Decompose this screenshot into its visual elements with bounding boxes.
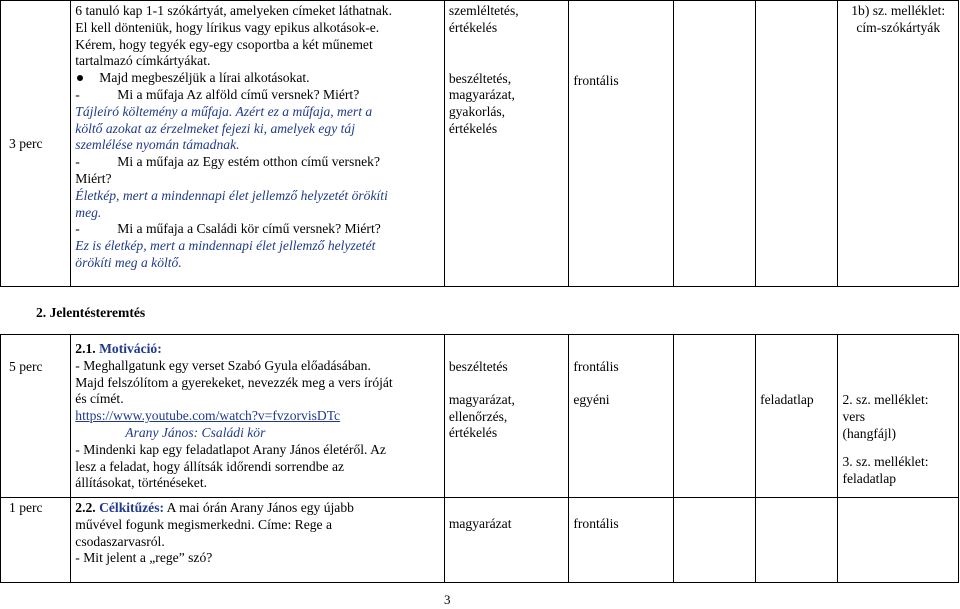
answer-line: szemlélése nyomán támadnak. — [75, 137, 240, 153]
lesson-plan-table-bottom — [0, 334, 959, 583]
group-cell — [673, 335, 755, 498]
heading-line: 2.1. Motiváció: — [75, 341, 162, 356]
content-cell — [71, 498, 445, 583]
tool-cell — [756, 498, 838, 583]
content-line: állításokat, történéseket. — [75, 475, 208, 491]
heading-line: 2.2. Célkitűzés: A mai órán Arany János egy újabb — [75, 500, 354, 515]
method-cell: szemléltetés, értékelés beszéltetés, magyarázat, gyakorlás, értékelés — [444, 1, 569, 287]
lesson-plan-table-top — [0, 0, 959, 287]
tool-cell: feladatlap — [756, 335, 838, 498]
group-cell — [673, 498, 755, 583]
attachment-cell: 1b) sz. melléklet: cím-szókártyák — [838, 1, 959, 287]
content-line: 6 tanuló kap 1-1 szókártyát, amelyeken címeket láthatnak. — [75, 3, 392, 18]
content-line: - Mindenki kap egy feladatlapot Arany János életéről. Az — [75, 441, 386, 457]
content-cell — [71, 335, 445, 498]
answer-line: Ez is életkép, mert a mindennapi élet jellemző helyzetét — [75, 238, 376, 254]
answer-line: örökíti meg a költő. — [75, 254, 182, 270]
poem-credit: Arany János: Családi kör — [125, 424, 266, 440]
content-line: - Meghallgatunk egy verset Szabó Gyula előadásában. — [75, 357, 371, 373]
section-title: 2. Jelentésteremtés — [36, 305, 146, 320]
question-line: Miért? — [75, 170, 112, 186]
time-cell: 1 perc — [1, 498, 71, 583]
bullet-icon — [77, 75, 83, 81]
page-number: 3 — [444, 592, 451, 607]
content-line: csodaszarvasról. — [75, 533, 165, 549]
content-line: művével fogunk megismerkedni. Címe: Rege a — [75, 516, 332, 532]
group-cell — [673, 1, 755, 287]
answer-line: Életkép, mert a mindennapi élet jellemző helyzetét örökíti — [75, 187, 388, 203]
video-link[interactable]: https://www.youtube.com/watch?v=fvzorvisDTc — [75, 408, 341, 424]
work-form-cell: frontális — [569, 498, 673, 583]
table-row — [1, 1, 959, 287]
time-cell: 5 perc — [1, 335, 71, 498]
work-form-cell: frontális egyéni — [569, 335, 673, 498]
table-row — [1, 335, 959, 498]
tool-cell — [756, 1, 838, 287]
bullet-item: Majd megbeszéljük a lírai alkotásokat. — [75, 70, 440, 87]
question-line: - Mi a műfaja Az alföld című versnek? Miért? — [75, 86, 360, 102]
content-line: lesz a feladat, hogy állítsák időrendi sorrendbe az — [75, 458, 345, 474]
answer-line: költő azokat az érzelmeket fejezi ki, amelyek egy táj — [75, 120, 355, 136]
answer-line: meg. — [75, 204, 102, 220]
table-row — [1, 498, 959, 583]
time-text: 3 perc — [9, 136, 43, 152]
content-cell — [71, 1, 445, 287]
content-line: tartalmazó címkártyákat. — [75, 53, 211, 69]
time-cell — [1, 1, 71, 287]
attachment-cell: 2. sz. melléklet: vers (hangfájl) 3. sz. melléklet: feladatlap — [838, 335, 959, 498]
content-line: El kell dönteniük, hogy lírikus vagy epikus alkotások-e. — [75, 19, 380, 35]
content-line: Kérem, hogy tegyék egy-egy csoportba a két műnemet — [75, 36, 373, 52]
content-line: és címét. — [75, 391, 124, 407]
method-cell: beszéltetés magyarázat, ellenőrzés, értékelés — [444, 335, 569, 498]
answer-line: Tájleíró költemény a műfaja. Azért ez a műfaja, mert a — [75, 103, 373, 119]
question-line: - Mi a műfaja a Családi kör című versnek? Miért? — [75, 221, 381, 237]
attachment-cell — [838, 498, 959, 583]
question-line: - Mi a műfaja az Egy estém otthon című versnek? — [75, 154, 381, 170]
method-cell: magyarázat — [444, 498, 569, 583]
work-form-cell: frontális — [569, 1, 673, 287]
content-line: - Mit jelent a „rege” szó? — [75, 550, 213, 566]
content-line: Majd felszólítom a gyerekeket, nevezzék meg a vers íróját — [75, 374, 393, 390]
